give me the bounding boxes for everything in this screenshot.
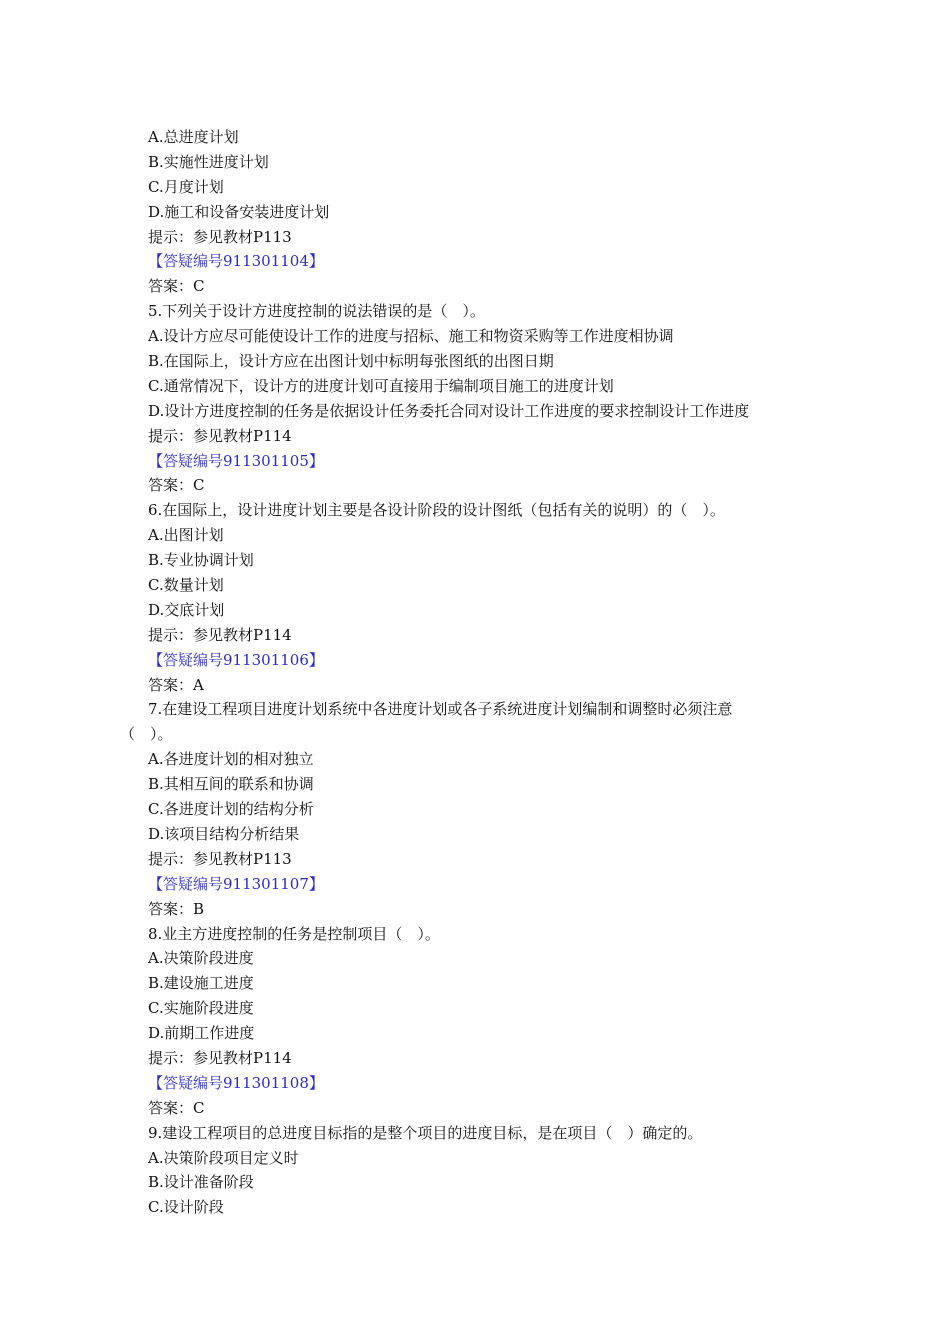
answer-line: 答案：A: [148, 675, 204, 694]
option-line: C.月度计划: [148, 177, 224, 196]
answer-id-tag: 【答疑编号911301104】: [148, 252, 324, 271]
question-line: 5.下列关于设计方进度控制的说法错误的是（ ）。: [148, 302, 485, 321]
option-line: D.设计方进度控制的任务是依据设计任务委托合同对设计工作进度的要求控制设计工作进度: [148, 401, 750, 420]
option-line: A.出图计划: [148, 526, 224, 545]
option-line: B.实施性进度计划: [148, 152, 269, 171]
option-line: C.实施阶段进度: [148, 999, 254, 1018]
answer-line: 答案：B: [148, 899, 205, 918]
option-line: A.决策阶段进度: [148, 949, 254, 968]
option-line: A.设计方应尽可能使设计工作的进度与招标、施工和物资采购等工作进度相协调: [148, 327, 674, 346]
hint-line: 提示：参见教材P113: [148, 849, 292, 868]
hint-line: 提示：参见教材P114: [148, 1048, 292, 1067]
answer-line: 答案：C: [148, 277, 205, 296]
answer-id-tag: 【答疑编号911301108】: [148, 1073, 324, 1092]
option-line: B.设计准备阶段: [148, 1173, 254, 1192]
answer-id-tag: 【答疑编号911301105】: [148, 451, 324, 470]
question-line: 7.在建设工程项目进度计划系统中各进度计划或各子系统进度计划编制和调整时必须注意: [148, 700, 733, 719]
option-line: C.数量计划: [148, 576, 224, 595]
option-line: A.各进度计划的相对独立: [148, 750, 314, 769]
option-line: D.施工和设备安装进度计划: [148, 202, 330, 221]
option-line: C.设计阶段: [148, 1198, 224, 1217]
option-line: B.在国际上，设计方应在出图计划中标明每张图纸的出图日期: [148, 352, 554, 371]
answer-id-tag: 【答疑编号911301107】: [148, 874, 324, 893]
option-line: B.其相互间的联系和协调: [148, 775, 314, 794]
option-line: D.该项目结构分析结果: [148, 824, 300, 843]
hint-line: 提示：参见教材P114: [148, 426, 292, 445]
option-line: D.前期工作进度: [148, 1024, 255, 1043]
answer-id-tag: 【答疑编号911301106】: [148, 650, 324, 669]
question-line: 8.业主方进度控制的任务是控制项目（ ）。: [148, 924, 440, 943]
question-continuation-line: （ ）。: [120, 725, 173, 744]
option-line: D.交底计划: [148, 600, 225, 619]
answer-line: 答案：C: [148, 1098, 205, 1117]
document-page: [0, 125, 950, 1220]
option-line: B.专业协调计划: [148, 551, 254, 570]
option-line: A.总进度计划: [148, 128, 239, 146]
option-line: C.通常情况下，设计方的进度计划可直接用于编制项目施工的进度计划: [148, 376, 614, 395]
answer-line: 答案：C: [148, 476, 205, 495]
option-line: C.各进度计划的结构分析: [148, 800, 314, 819]
option-line: A.决策阶段项目定义时: [148, 1148, 299, 1167]
hint-line: 提示：参见教材P114: [148, 625, 292, 644]
question-line: 9.建设工程项目的总进度目标指的是整个项目的进度目标，是在项目（ ）确定的。: [148, 1123, 703, 1142]
hint-line: 提示：参见教材P113: [148, 227, 292, 246]
question-line: 6.在国际上，设计进度计划主要是各设计阶段的设计图纸（包括有关的说明）的（ ）。: [148, 501, 725, 520]
option-line: B.建设施工进度: [148, 974, 254, 993]
